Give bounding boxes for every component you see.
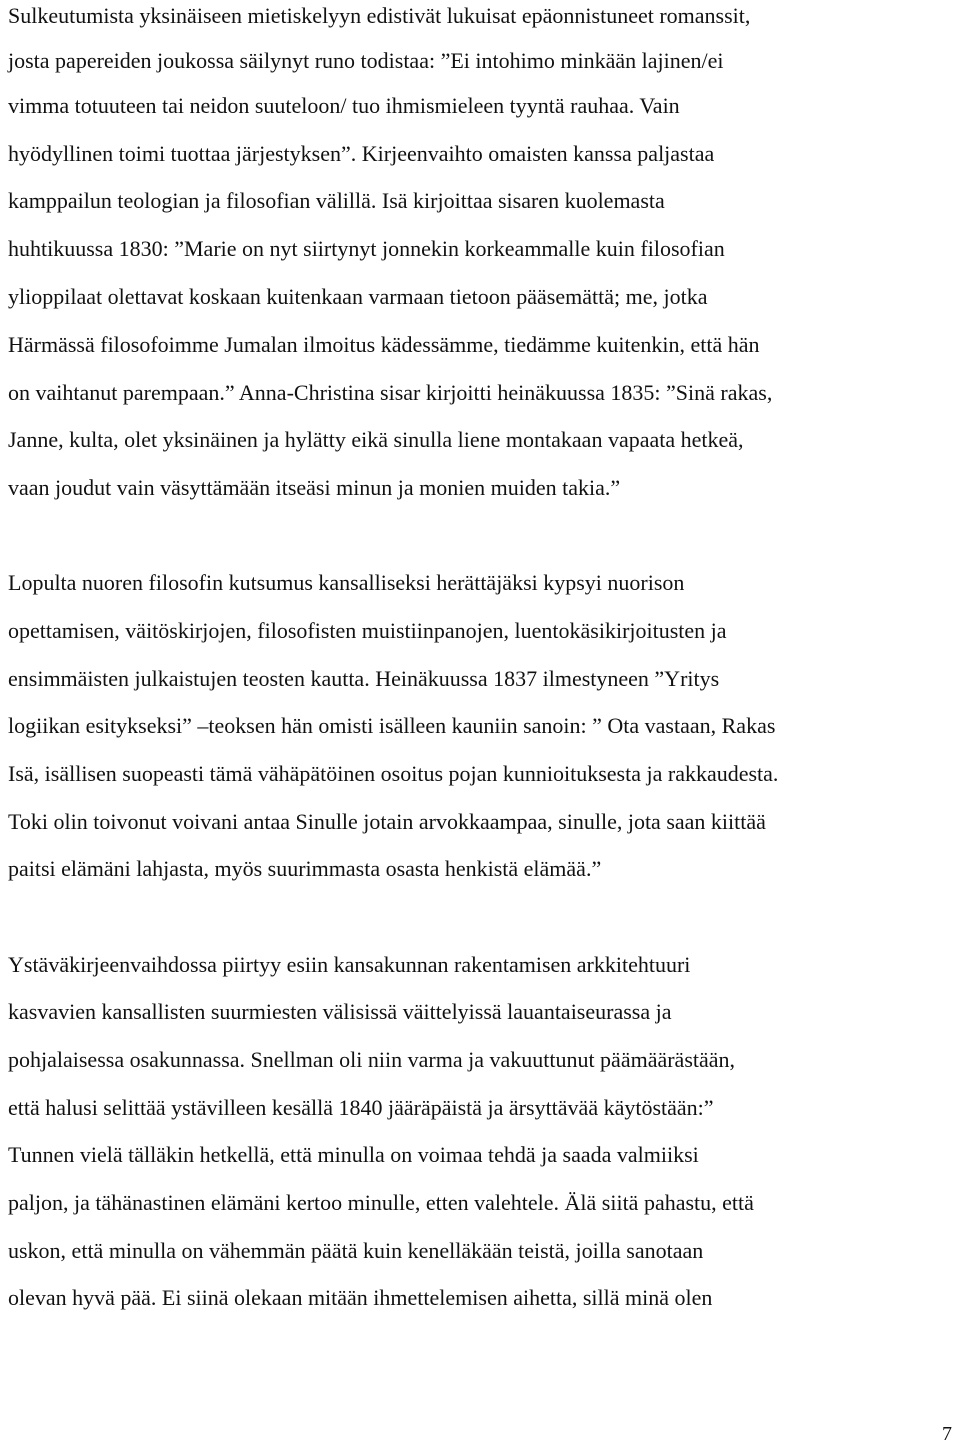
text-line: Lopulta nuoren filosofin kutsumus kansalliseksi herättäjäksi kypsyi nuorison (8, 570, 685, 595)
text-line: on vaihtanut parempaan.” Anna-Christina sisar kirjoitti heinäkuussa 1835: ”Sinä rakas, (8, 380, 773, 405)
text-line: Toki olin toivonut voivani antaa Sinulle jotain arvokkaampaa, sinulle, jota saan kiittää (8, 809, 766, 834)
text-line: uskon, että minulla on vähemmän päätä kuin kenelläkään teistä, joilla sanotaan (8, 1238, 704, 1263)
text-line: kasvavien kansallisten suurmiesten välisissä väittelyissä lauantaiseurassa ja (8, 999, 672, 1024)
text-line: ylioppilaat olettavat koskaan kuitenkaan varmaan tietoon pääsemättä; me, jotka (8, 284, 708, 309)
text-line: josta papereiden joukossa säilynyt runo todistaa: ”Ei intohimo minkään lajinen/ei (8, 48, 724, 73)
text-line: kamppailun teologian ja filosofian välillä. Isä kirjoittaa sisaren kuolemasta (8, 188, 665, 213)
text-line: Tunnen vielä tälläkin hetkellä, että minulla on voimaa tehdä ja saada valmiiksi (8, 1142, 699, 1167)
text-line: Sulkeutumista yksinäiseen mietiskelyyn edistivät lukuisat epäonnistuneet romanssit, (8, 3, 751, 28)
text-line: pohjalaisessa osakunnassa. Snellman oli niin varma ja vakuuttunut päämäärästään, (8, 1047, 736, 1072)
text-line: paljon, ja tähänastinen elämäni kertoo minulle, etten valehtele. Älä siitä pahastu, että (8, 1190, 754, 1215)
text-line: hyödyllinen toimi tuottaa järjestyksen”. Kirjeenvaihto omaisten kanssa paljastaa (8, 141, 715, 166)
text-line: huhtikuussa 1830: ”Marie on nyt siirtynyt jonnekin korkeammalle kuin filosofian (8, 236, 725, 261)
text-line: vimma totuuteen tai neidon suuteloon/ tuo ihmismieleen tyyntä rauhaa. Vain (8, 93, 680, 118)
text-line: Härmässä filosofoimme Jumalan ilmoitus kädessämme, tiedämme kuitenkin, että hän (8, 332, 760, 357)
text-line: vaan joudut vain väsyttämään itseäsi minun ja monien muiden takia.” (8, 475, 621, 500)
text-line: logiikan esitykseksi” –teoksen hän omisti isälleen kauniin sanoin: ” Ota vastaan, Rakas (8, 713, 776, 738)
text-line: paitsi elämäni lahjasta, myös suurimmasta osasta henkistä elämää.” (8, 856, 602, 881)
text-line: Ystäväkirjeenvaihdossa piirtyy esiin kansakunnan rakentamisen arkkitehtuuri (8, 952, 691, 977)
page-number: 7 (942, 1423, 952, 1445)
text-line: ensimmäisten julkaistujen teosten kautta. Heinäkuussa 1837 ilmestyneen ”Yritys (8, 666, 720, 691)
text-line: olevan hyvä pää. Ei siinä olekaan mitään ihmettelemisen aihetta, sillä minä olen (8, 1285, 713, 1310)
text-line: Janne, kulta, olet yksinäinen ja hylätty eikä sinulla liene montakaan vapaata hetkeä, (8, 427, 744, 452)
text-line: että halusi selittää ystävilleen kesällä 1840 jääräpäistä ja ärsyttävää käytöstään:” (8, 1095, 714, 1120)
text-line: Isä, isällisen suopeasti tämä vähäpätöinen osoitus pojan kunnioituksesta ja rakkaudesta. (8, 761, 779, 786)
text-line: opettamisen, väitöskirjojen, filosofisten muistiinpanojen, luentokäsikirjoitusten ja (8, 618, 727, 643)
